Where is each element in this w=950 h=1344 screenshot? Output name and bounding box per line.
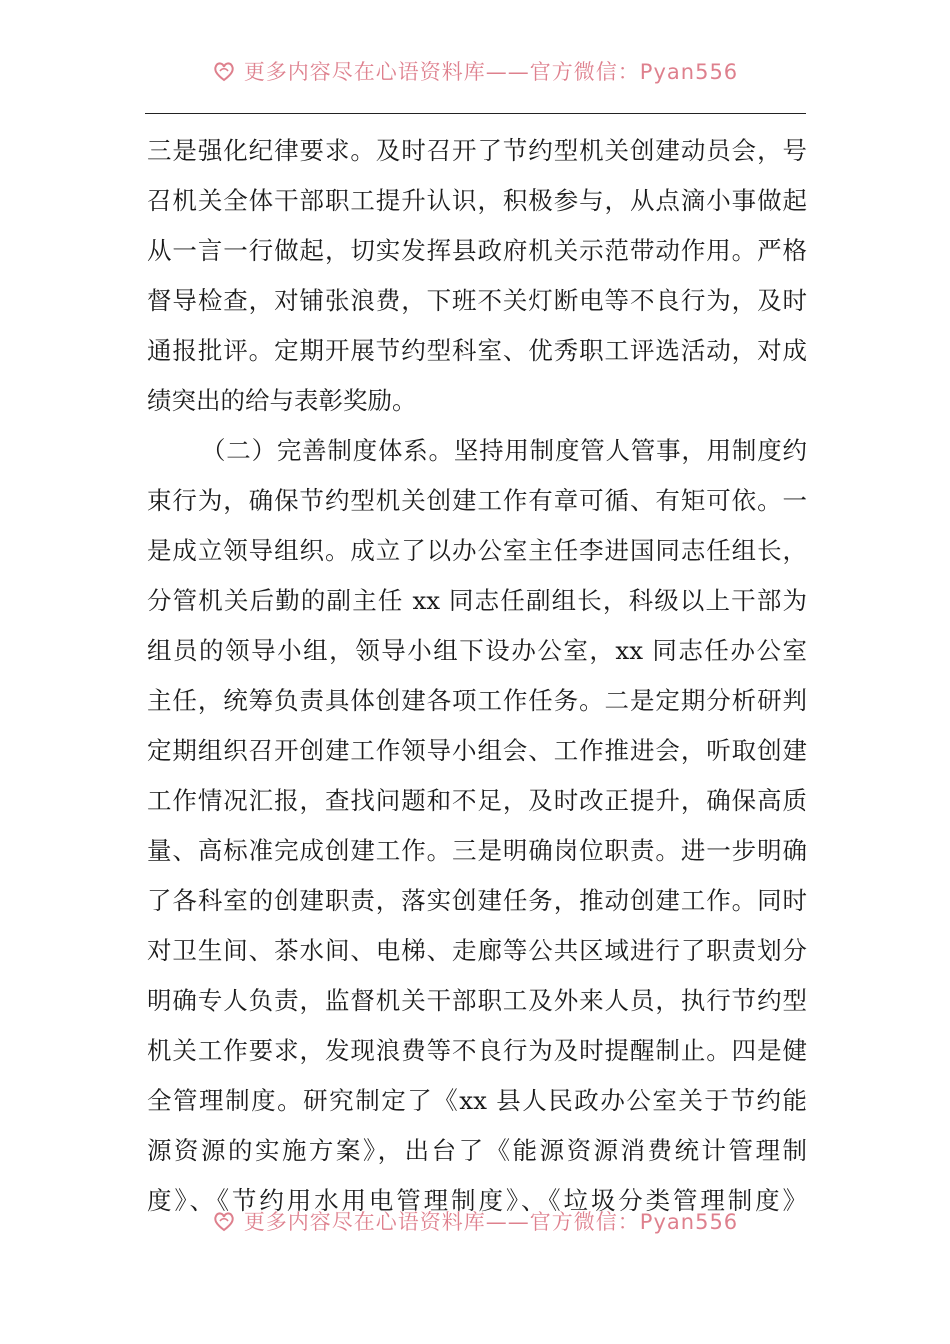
text-line: 对卫生间、茶水间、电梯、走廊等公共区域进行了职责划分 [147,936,807,965]
text-line: 源资源的实施方案》，出台了《能源资源消费统计管理制 [147,1136,807,1165]
text-line: 召机关全体干部职工提升认识，积极参与，从点滴小事做起 [147,186,807,215]
text-line: 机关工作要求，发现浪费等不良行为及时提醒制止。四是健 [147,1036,807,1065]
header-divider [145,113,806,114]
text-line: 督导检查，对铺张浪费，下班不关灯断电等不良行为，及时 [147,286,807,315]
heart-swirl-logo-icon [212,1209,236,1233]
text-line: 分管机关后勤的副主任 xx 同志任副组长，科级以上干部为 [147,586,807,615]
text-line: 组员的领导小组，领导小组下设办公室，xx 同志任办公室 [147,636,807,665]
header-watermark [0,56,950,86]
text-line: 绩突出的给与表彰奖励。 [147,386,417,415]
text-line: 全管理制度。研究制定了《xx 县人民政办公室关于节约能 [147,1086,807,1115]
text-line: （二）完善制度体系。坚持用制度管人管事，用制度约 [201,436,807,465]
text-line: 明确专人负责，监督机关干部职工及外来人员，执行节约型 [147,986,807,1015]
text-line: 束行为，确保节约型机关创建工作有章可循、有矩可依。一 [147,486,807,515]
text-line: 从一言一行做起，切实发挥县政府机关示范带动作用。严格 [147,236,807,265]
text-line: 定期组织召开创建工作领导小组会、工作推进会，听取创建 [147,736,807,765]
header-watermark-text: 更多内容尽在心语资料库——官方微信：Pyan556 [243,60,739,84]
text-line: 主任，统筹负责具体创建各项工作任务。二是定期分析研判 [147,686,807,715]
footer-watermark [0,1206,950,1236]
text-line: 工作情况汇报，查找问题和不足，及时改正提升，确保高质 [147,786,807,815]
text-line: 了各科室的创建职责，落实创建任务，推动创建工作。同时 [147,886,807,915]
text-line: 量、高标准完成创建工作。三是明确岗位职责。进一步明确 [147,836,807,865]
footer-watermark-text: 更多内容尽在心语资料库——官方微信：Pyan556 [243,1210,739,1234]
text-line: 通报批评。定期开展节约型科室、优秀职工评选活动，对成 [147,336,807,365]
text-line: 是成立领导组织。成立了以办公室主任李进国同志任组长， [147,536,807,565]
text-line: 度》、《节约用水用电管理制度》、《垃圾分类管理制度》 [147,1186,807,1215]
heart-swirl-logo-icon [212,59,236,83]
text-line: 三是强化纪律要求。及时召开了节约型机关创建动员会，号 [147,136,807,165]
document-body [147,126,807,1226]
